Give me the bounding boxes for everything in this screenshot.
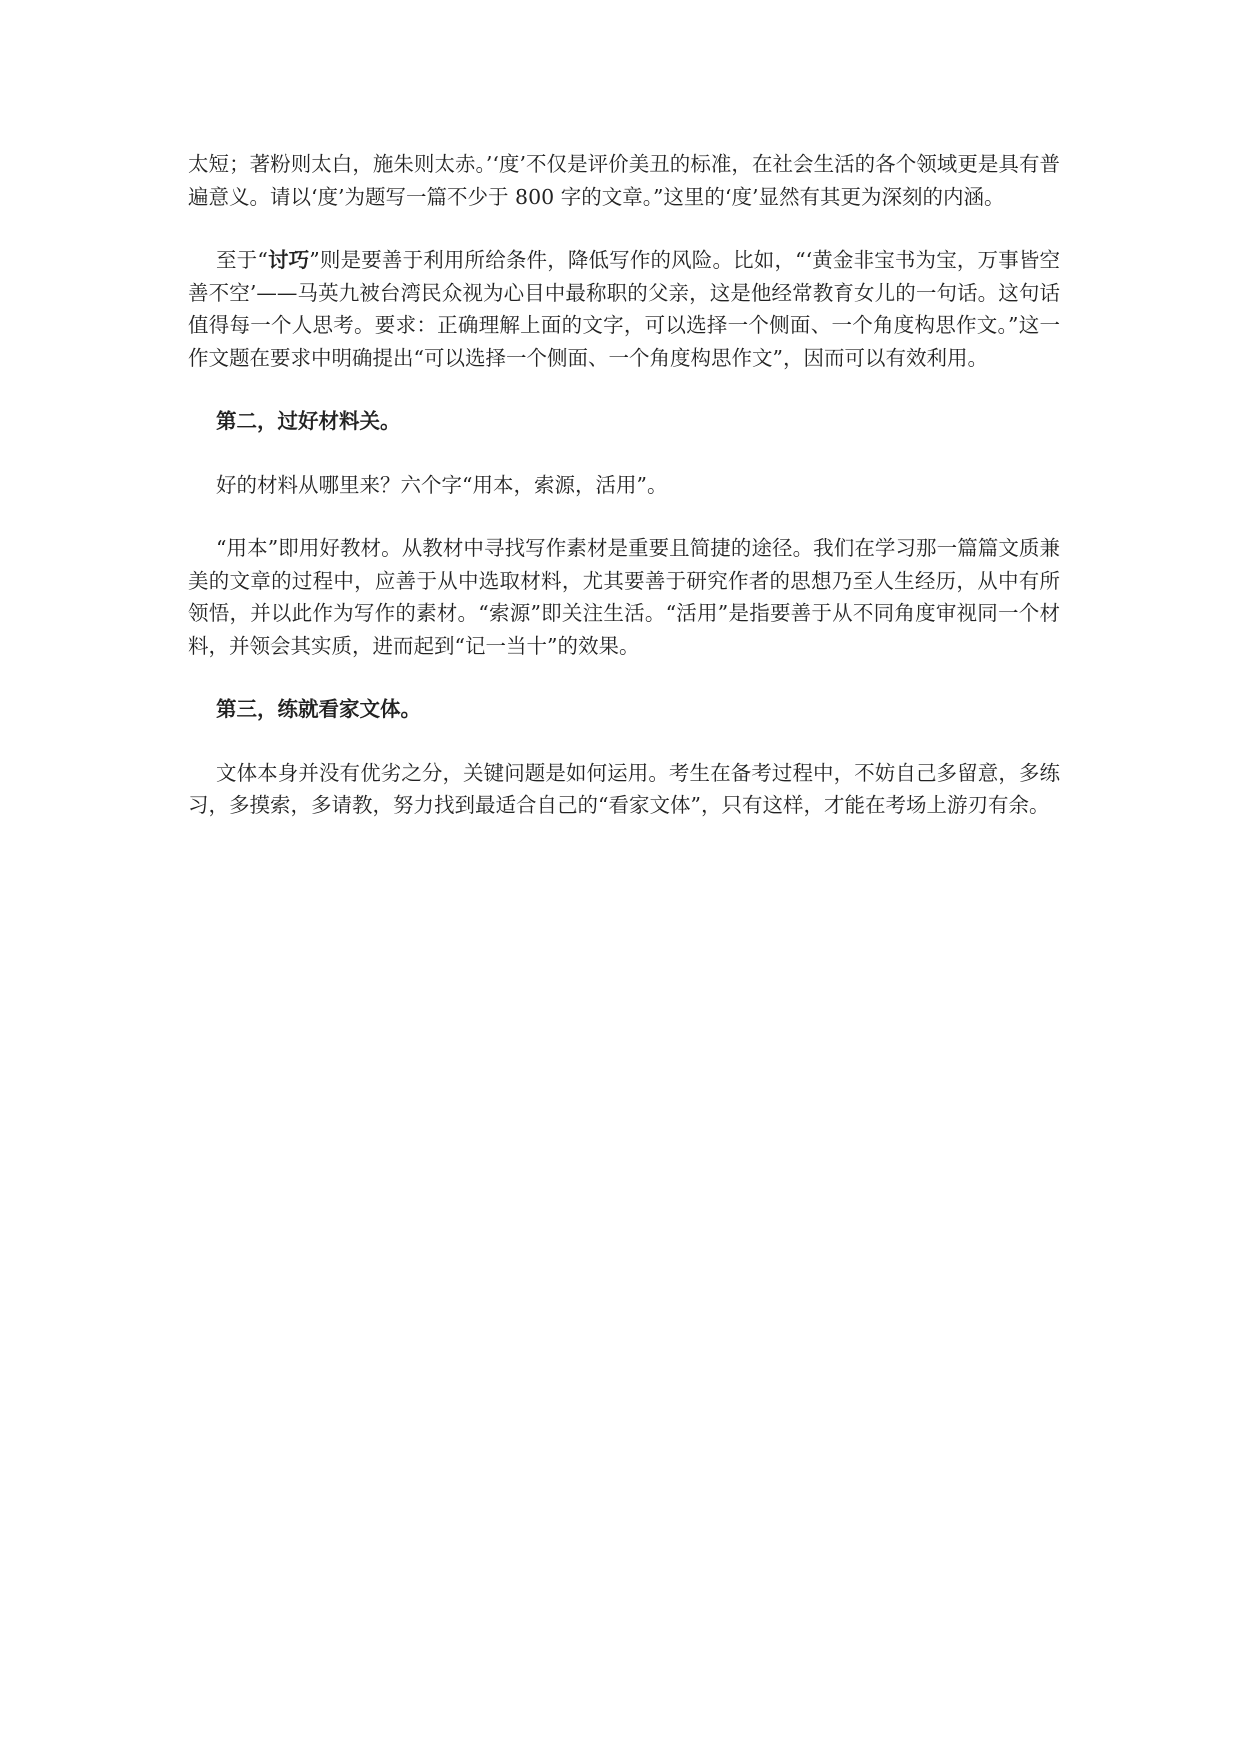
section-heading-material: 第二，过好材料关。 <box>216 409 401 433</box>
paragraph-style: 文体本身并没有优劣之分，关键问题是如何运用。考生在备考过程中，不妨自己多留意，多练习，多摸索，多请教，努力找到最适合自己的“看家文体”，只有这样，才能在考场上游刃有余。 <box>188 760 1060 817</box>
paragraph-taoqiao <box>188 244 1060 374</box>
paragraph-material-detail: “用本”即用好教材。从教材中寻找写作素材是重要且简捷的途径。我们在学习那一篇篇文质兼美的文章的过程中，应善于从中选取材料，尤其要善于研究作者的思想乃至人生经历，从中有所领悟，并以此作为写作的素材。“索源”即关注生活。“活用”是指要善于从不同角度审视同一个材料，并领会其实质，进而起到“记一当十”的效果。 <box>188 536 1060 658</box>
paragraph-material-intro: 好的材料从哪里来？六个字“用本，索源，活用”。 <box>216 472 668 497</box>
section-heading-style: 第三，练就看家文体。 <box>216 697 421 721</box>
keyword-taoqiao: 讨巧 <box>267 248 310 272</box>
document-page <box>188 148 1060 822</box>
paragraph-taoqiao-prefix: 至于“ <box>216 248 268 272</box>
paragraph-continuation: 太短；著粉则太白，施朱则太赤。’‘度’不仅是评价美丑的标准，在社会生活的各个领域更是具有普遍意义。请以‘度’为题写一篇不少于 800 字的文章。”这里的‘度’显然有其更为深刻的内涵。 <box>188 152 1060 209</box>
paragraph-taoqiao-rest: ”则是要善于利用所给条件，降低写作的风险。比如，“‘黄金非宝书为宝，万事皆空善不空’——马英九被台湾民众视为心目中最称职的父亲，这是他经常教育女儿的一句话。这句话值得每一个人思考。要求：正确理解上面的文字，可以选择一个侧面、一个角度构思作文。”这一作文题在要求中明确提出“可以选择一个侧面、一个角度构思作文”，因而可以有效利用。 <box>188 248 1061 370</box>
